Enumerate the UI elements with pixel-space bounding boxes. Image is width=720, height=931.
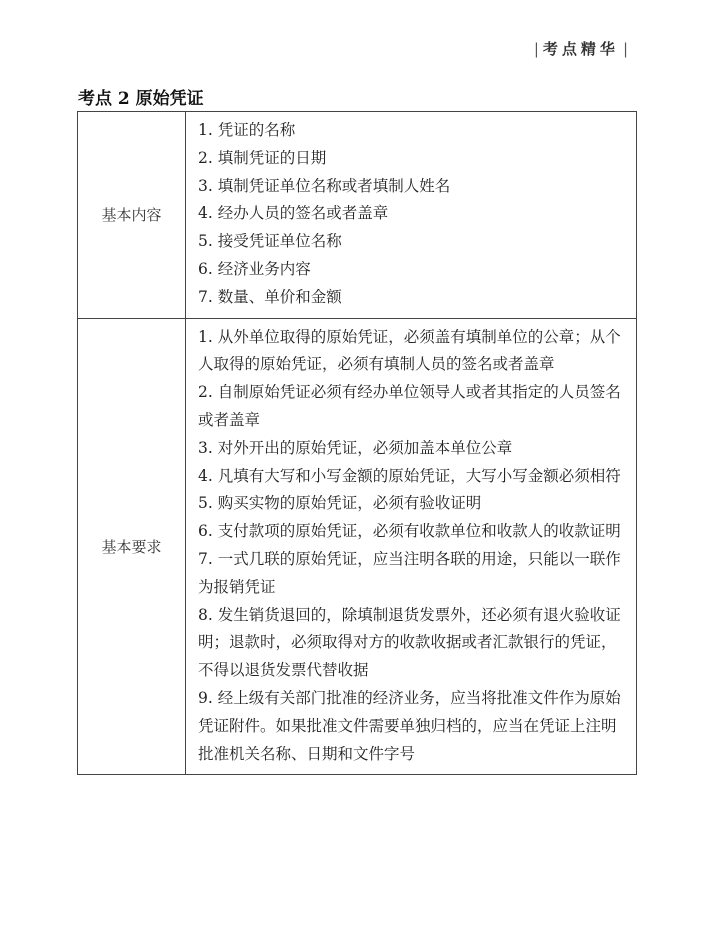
original-voucher-table [77, 111, 637, 775]
requirement-item: 7. 一式几联的原始凭证，应当注明各联的用途，只能以一联作为报销凭证 [198, 549, 621, 596]
requirement-item: 9. 经上级有关部门批准的经济业务，应当将批准文件作为原始凭证附件。如果批准文件需要单独归档的，应当在凭证上注明批准机关名称、日期和文件字号 [198, 688, 621, 763]
header-title: 考点精华 [542, 40, 619, 58]
requirement-item: 6. 支付款项的原始凭证，必须有收款单位和收款人的收款证明 [198, 522, 621, 541]
header-bar-left: | [533, 40, 539, 58]
running-header [530, 38, 632, 59]
content-item: 4. 经办人员的签名或者盖章 [198, 204, 389, 223]
content-item: 6. 经济业务内容 [198, 259, 311, 278]
table-row-basic-requirements [78, 318, 637, 775]
requirement-item: 5. 购买实物的原始凭证，必须有验收证明 [198, 494, 482, 513]
content-item: 2. 填制凭证的日期 [198, 148, 327, 167]
requirement-item: 1. 从外单位取得的原始凭证，必须盖有填制单位的公章；从个人取得的原始凭证，必须有填制人员的签名或者盖章 [198, 327, 621, 374]
requirement-item: 2. 自制原始凭证必须有经办单位领导人或者其指定的人员签名或者盖章 [198, 383, 621, 429]
requirement-item: 8. 发生销货退回的，除填制退货发票外，还必须有退火验收证明；退款时，必须取得对方的收款收据或者汇款银行的凭证，不得以退货发票代替收据 [198, 605, 621, 680]
content-item: 3. 填制凭证单位名称或者填制人姓名 [198, 176, 451, 195]
content-item: 5. 接受凭证单位名称 [198, 232, 342, 251]
requirement-item: 4. 凡填有大写和小写金额的原始凭证，大写小写金额必须相符 [198, 466, 621, 485]
row-content-basic-requirements [186, 318, 637, 775]
row-label-basic-requirements: 基本要求 [78, 318, 186, 775]
content-item: 7. 数量、单价和金额 [198, 287, 342, 306]
section-title: 考点 2 原始凭证 [78, 89, 204, 109]
requirement-item: 3. 对外开出的原始凭证，必须加盖本单位公章 [198, 438, 513, 457]
row-label-basic-content: 基本内容 [78, 112, 186, 319]
header-bar-right: | [622, 40, 628, 58]
row-content-basic-content [186, 112, 637, 319]
table-row-basic-content [78, 112, 637, 319]
content-item: 1. 凭证的名称 [198, 121, 296, 139]
